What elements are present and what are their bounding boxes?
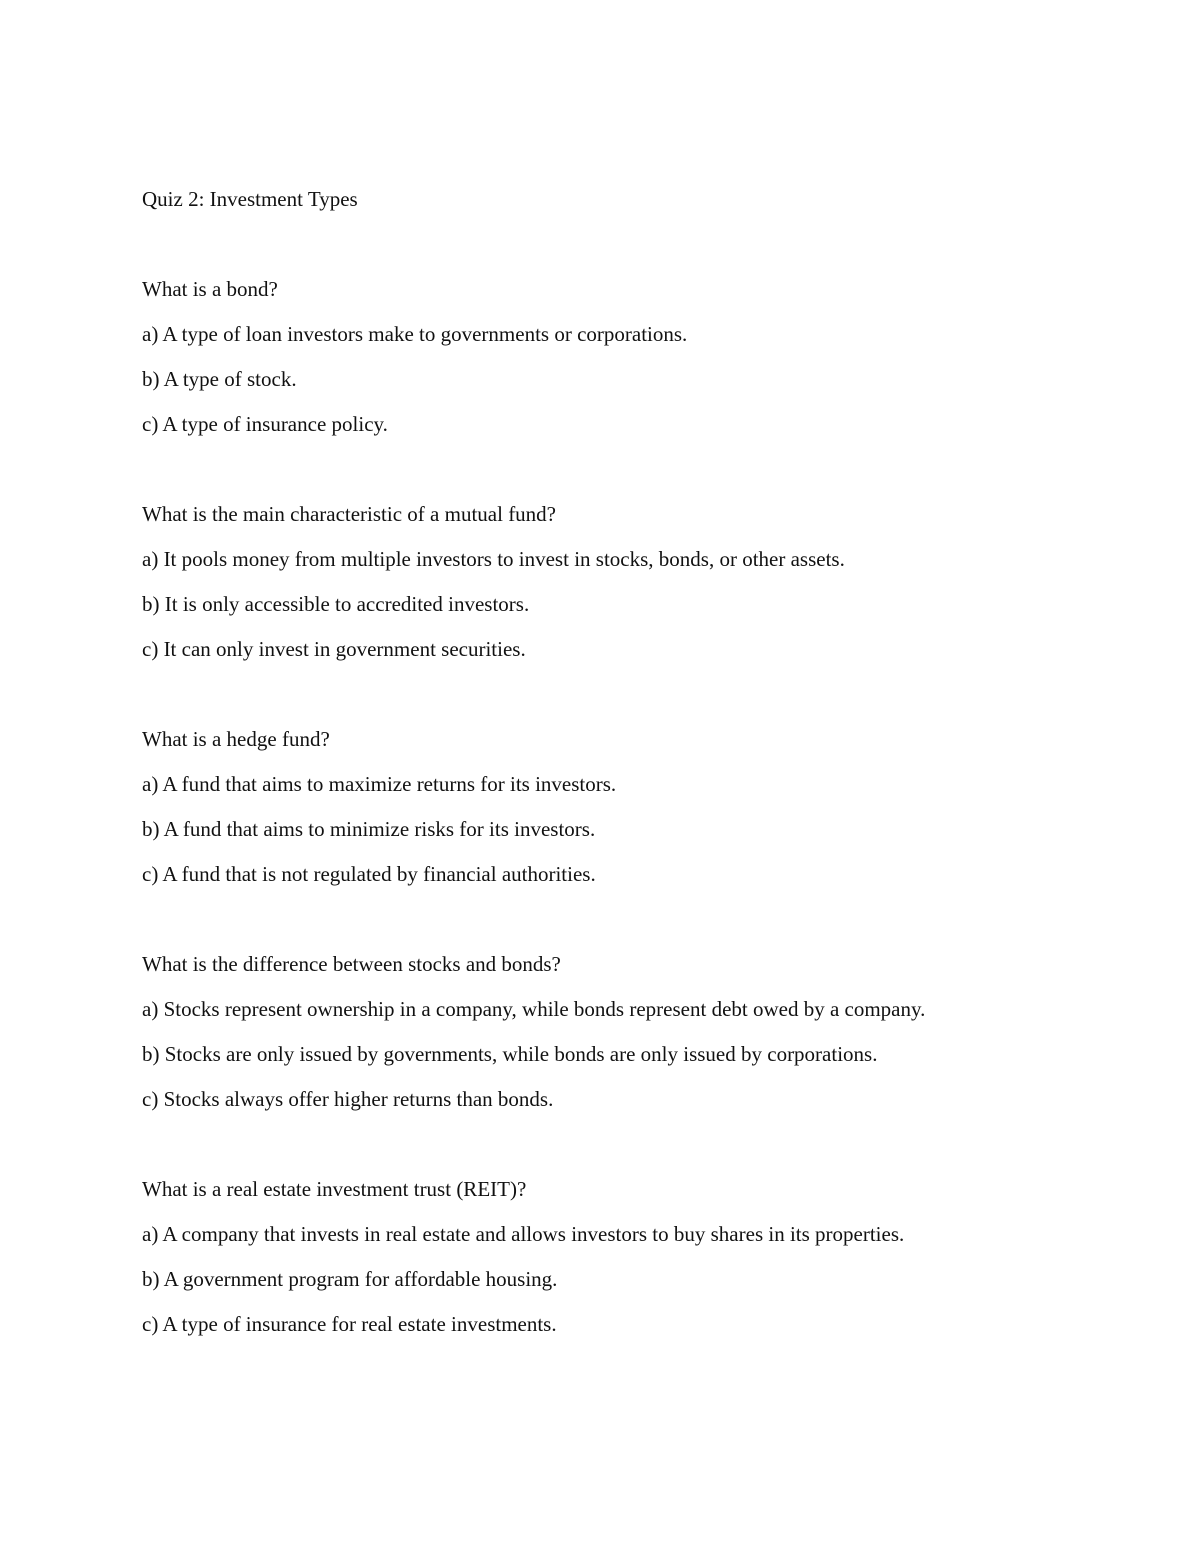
answer-option: a) Stocks represent ownership in a company, while bonds represent debt owed by a company. bbox=[142, 997, 926, 1021]
answer-option: b) It is only accessible to accredited investors. bbox=[142, 592, 530, 616]
answer-option: b) A type of stock. bbox=[142, 367, 297, 391]
document-body bbox=[142, 184, 1102, 1339]
answer-option: c) A type of insurance policy. bbox=[142, 412, 388, 436]
question-text: What is the main characteristic of a mutual fund? bbox=[142, 502, 557, 526]
answer-option: c) A fund that is not regulated by financial authorities. bbox=[142, 862, 596, 886]
question-text: What is a hedge fund? bbox=[142, 727, 330, 751]
question-block-2 bbox=[142, 499, 1102, 664]
question-text: What is the difference between stocks and bonds? bbox=[142, 952, 561, 976]
answer-option: a) It pools money from multiple investors to invest in stocks, bonds, or other assets. bbox=[142, 547, 845, 571]
answer-option: c) Stocks always offer higher returns than bonds. bbox=[142, 1087, 554, 1111]
answer-option: b) Stocks are only issued by governments, while bonds are only issued by corporations. bbox=[142, 1042, 878, 1066]
quiz-title: Quiz 2: Investment Types bbox=[142, 187, 358, 211]
question-block-3 bbox=[142, 724, 1102, 889]
answer-option: c) It can only invest in government securities. bbox=[142, 637, 526, 661]
answer-option: a) A company that invests in real estate and allows investors to buy shares in its properties. bbox=[142, 1222, 905, 1246]
question-text: What is a bond? bbox=[142, 277, 278, 301]
question-block-1 bbox=[142, 274, 1102, 439]
question-text: What is a real estate investment trust (REIT)? bbox=[142, 1177, 527, 1201]
answer-option: a) A type of loan investors make to governments or corporations. bbox=[142, 322, 688, 346]
question-block-5 bbox=[142, 1174, 1102, 1339]
answer-option: b) A fund that aims to minimize risks for its investors. bbox=[142, 817, 596, 841]
answer-option: c) A type of insurance for real estate investments. bbox=[142, 1312, 557, 1336]
answer-option: b) A government program for affordable housing. bbox=[142, 1267, 558, 1291]
question-block-4 bbox=[142, 949, 1102, 1114]
answer-option: a) A fund that aims to maximize returns for its investors. bbox=[142, 772, 617, 796]
